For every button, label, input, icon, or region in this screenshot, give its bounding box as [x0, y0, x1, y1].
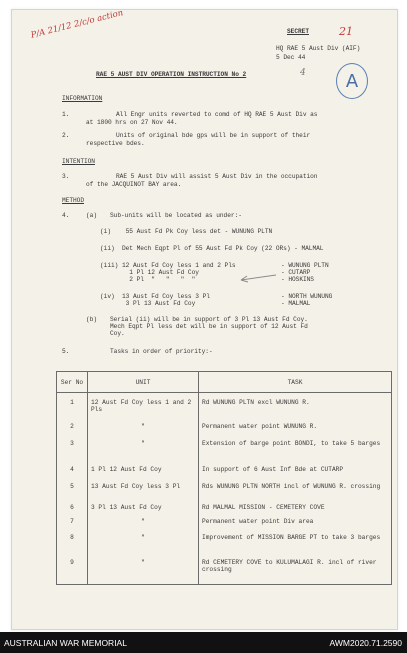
table-row	[57, 516, 392, 530]
handwritten-instruction-number: 4	[300, 68, 306, 78]
table-row	[57, 500, 392, 516]
handwritten-arrow	[238, 270, 278, 284]
cell-unit: 12 Aust Fd Coy less 1 and 2 Pls	[88, 393, 199, 419]
location-item: 1 Pl 12 Aust Fd Coy	[100, 269, 199, 276]
header-ser-no: Ser No	[57, 372, 88, 393]
table-row	[57, 530, 392, 555]
para-number: 2.	[62, 132, 70, 139]
cell-task: Rd WUNUNG PLTN excl WUNUNG R.	[199, 393, 392, 419]
sub-para-label: (b)	[86, 316, 97, 323]
cell-unit: 3 Pl 13 Aust Fd Coy	[88, 500, 199, 516]
location-item: (i) 55 Aust Fd Pk Coy less det - WUNUNG PLTN	[100, 228, 273, 235]
cell-task: Permanent water point Div area	[199, 516, 392, 530]
sub-para-text: Serial (ii) will be in support of 3 Pl 13 Aust Fd Coy.	[110, 316, 308, 323]
cell-unit: 13 Aust Fd Coy less 3 Pl	[88, 479, 199, 500]
heading-method: METHOD	[62, 197, 84, 204]
location-item: 2 Pl " " " "	[100, 276, 196, 283]
location-place: - HOSKINS	[281, 276, 314, 283]
para-number: 1.	[62, 111, 70, 118]
sub-para-label: (a)	[86, 212, 97, 219]
heading-intention: INTENTION	[62, 158, 95, 165]
cell-unit: "	[88, 516, 199, 530]
location-item: 3 Pl 13 Aust Fd Coy	[100, 300, 196, 307]
cell-task: Extension of barge point BONDI, to take 5 barges	[199, 436, 392, 461]
table-row	[57, 419, 392, 436]
archive-footer	[0, 632, 407, 653]
archive-source: AUSTRALIAN WAR MEMORIAL	[4, 638, 127, 648]
cell-unit: "	[88, 530, 199, 555]
header-task: TASK	[199, 372, 392, 393]
handwritten-number: 21	[339, 25, 353, 38]
header-unit: UNIT	[88, 372, 199, 393]
cell-ser: 3	[57, 436, 88, 461]
cell-ser: 8	[57, 530, 88, 555]
hq-line: HQ RAE 5 Aust Div (AIF)	[276, 45, 361, 52]
date-line: 5 Dec 44	[276, 54, 306, 61]
table-row	[57, 461, 392, 479]
location-item: (iv) 13 Aust Fd Coy less 3 Pl	[100, 293, 210, 300]
cell-task: Rd MALMAL MISSION - CEMETERY COVE	[199, 500, 392, 516]
cell-unit: "	[88, 555, 199, 585]
table-row	[57, 555, 392, 585]
cell-unit: "	[88, 436, 199, 461]
cell-task: Rd CEMETERY COVE to KULUMALAGI R. incl of river crossing	[199, 555, 392, 585]
page-title: RAE 5 AUST DIV OPERATION INSTRUCTION No 2	[96, 71, 247, 78]
archive-reference: AWM2020.71.2590	[329, 638, 402, 648]
para-text: RAE 5 Aust Div will assist 5 Aust Div in the occupation	[116, 173, 318, 180]
cell-ser: 1	[57, 393, 88, 419]
sub-para-text: Coy.	[110, 330, 125, 337]
sub-para-text: Sub-units will be located as under:-	[110, 212, 242, 219]
cell-task: In support of 6 Aust Inf Bde at CUTARP	[199, 461, 392, 479]
cell-task: Improvement of MISSION BARGE PT to take 3 barges	[199, 530, 392, 555]
cell-ser: 2	[57, 419, 88, 436]
location-item: (ii) Det Mech Eqpt Pl of 55 Aust Fd Pk Coy (22 ORs) - MALMAL	[100, 245, 324, 252]
cell-ser: 4	[57, 461, 88, 479]
cell-unit: 1 Pl 12 Aust Fd Coy	[88, 461, 199, 479]
location-place: - NORTH WUNUNG	[281, 293, 333, 300]
para-text: Units of original bde gps will be in support of their	[116, 132, 311, 139]
table-row	[57, 393, 392, 419]
table-row	[57, 436, 392, 461]
circled-letter: A	[336, 63, 368, 99]
heading-information: INFORMATION	[62, 95, 103, 102]
para-text: Tasks in order of priority:-	[110, 348, 213, 355]
para-text: at 1800 hrs on 27 Nov 44.	[86, 119, 178, 126]
location-place: - MALMAL	[281, 300, 311, 307]
para-text: All Engr units reverted to comd of HQ RAE 5 Aust Div as	[116, 111, 318, 118]
para-number: 5.	[62, 348, 70, 355]
cell-unit: "	[88, 419, 199, 436]
cell-ser: 6	[57, 500, 88, 516]
sub-para-text: Mech Eqpt Pl less det will be in support of 12 Aust Fd	[110, 323, 308, 330]
cell-task: Rds WUNUNG PLTN NORTH incl of WUNUNG R. crossing	[199, 479, 392, 500]
para-text: respective bdes.	[86, 140, 145, 147]
handwritten-note-left: P/A 21/12 2/c/o action	[29, 8, 125, 41]
cell-ser: 5	[57, 479, 88, 500]
tasks-table	[56, 371, 392, 585]
para-number: 4.	[62, 212, 70, 219]
para-number: 3.	[62, 173, 70, 180]
para-text: of the JACQUINOT BAY area.	[86, 181, 182, 188]
table-row	[57, 479, 392, 500]
cell-ser: 9	[57, 555, 88, 585]
cell-ser: 7	[57, 516, 88, 530]
location-place: - CUTARP	[281, 269, 311, 276]
cell-task: Permanent water point WUNUNG R.	[199, 419, 392, 436]
location-item: (iii) 12 Aust Fd Coy less 1 and 2 Pls	[100, 262, 236, 269]
table-header-row	[57, 372, 392, 393]
location-place: - WUNUNG PLTN	[281, 262, 329, 269]
classification: SECRET	[287, 28, 309, 35]
